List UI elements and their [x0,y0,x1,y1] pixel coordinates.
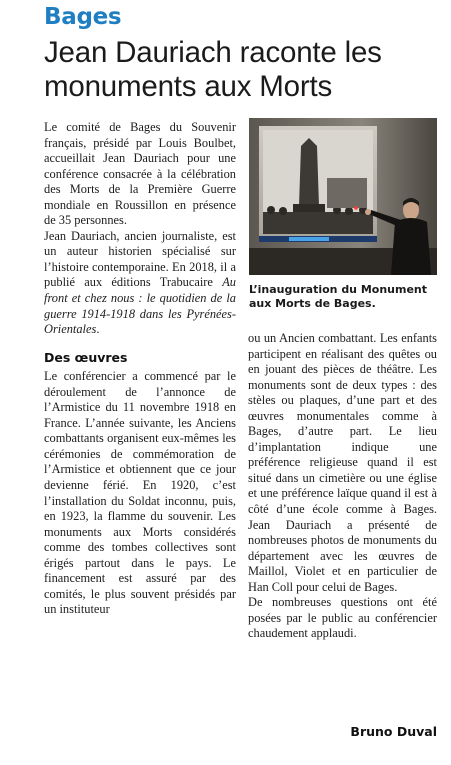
book-title: Au front et chez nous : le quotidien de la guerre 1914-1918 dans les Pyrénées-Orientales [44,275,236,337]
body-paragraph [44,229,236,338]
article-photo [249,118,437,275]
body-paragraph: Le comité de Bages du Souvenir français, présidé par Louis Boulbet, accueillait Jean Dauriach pour une conférence consacrée à la célébration des Morts de la Première Guerre mondiale en Roussillon en présence de 35 personnes. [44,120,236,228]
author-signature: Bruno Duval [350,724,437,739]
section-subhead: Des œuvres [44,349,128,365]
body-text: Jean Dauriach, ancien journaliste, est un auteur historien spécialisé sur l’histoire contemporaine. En 2018, il a publié aux éditions Trabucaire [44,228,236,290]
body-paragraph: Le conférencier a commencé par le déroulement de l’annonce de l’Armistice du 11 novembre 1918 en France. L’année suivante, les Anciens combattants organisent eux-mêmes les cérémonies de commémoration de l’Armistice et obtiennent que ce jour devienne férié. En 1920, c’est l’installation du Soldat inconnu, puis, en 1923, la flamme du souvenir. Les monuments aux Morts considérés comme des tombes collectives sont érigés partout dans le pays. Le financement est assuré par des comités, le plus souvent présidés par un instituteur [44,369,236,617]
body-paragraph: ou un Ancien combattant. Les enfants participent en réalisant des quêtes ou en jouant des pièces de théâtre. Les monuments sont de deux types : des stèles ou plaques, d’une part et des œuvres monumentales comme à Bages, d’autre part. Le lieu d’implantation indique une préférence religieuse quand il est situé dans un cimetière ou une église et une préférence laïque quand il est à côté d’une école comme à Bages. Jean Dauriach a présenté de nombreuses photos de monuments du département avec les œuvres de Maillol, Violet et en particulier de Han Coll pour celui de Bages. [248,331,437,594]
section-kicker: Bages [44,4,122,30]
article-headline: Jean Dauriach raconte les monuments aux Morts [44,36,382,103]
photo-caption: L’inauguration du Monument aux Morts de Bages. [249,283,428,310]
book-title-end: . [96,322,100,337]
body-paragraph: De nombreuses questions ont été posées par le public au conférencier chaudement applaudi. [248,595,437,641]
article-column-right [248,331,437,642]
article-column-left [44,120,236,618]
